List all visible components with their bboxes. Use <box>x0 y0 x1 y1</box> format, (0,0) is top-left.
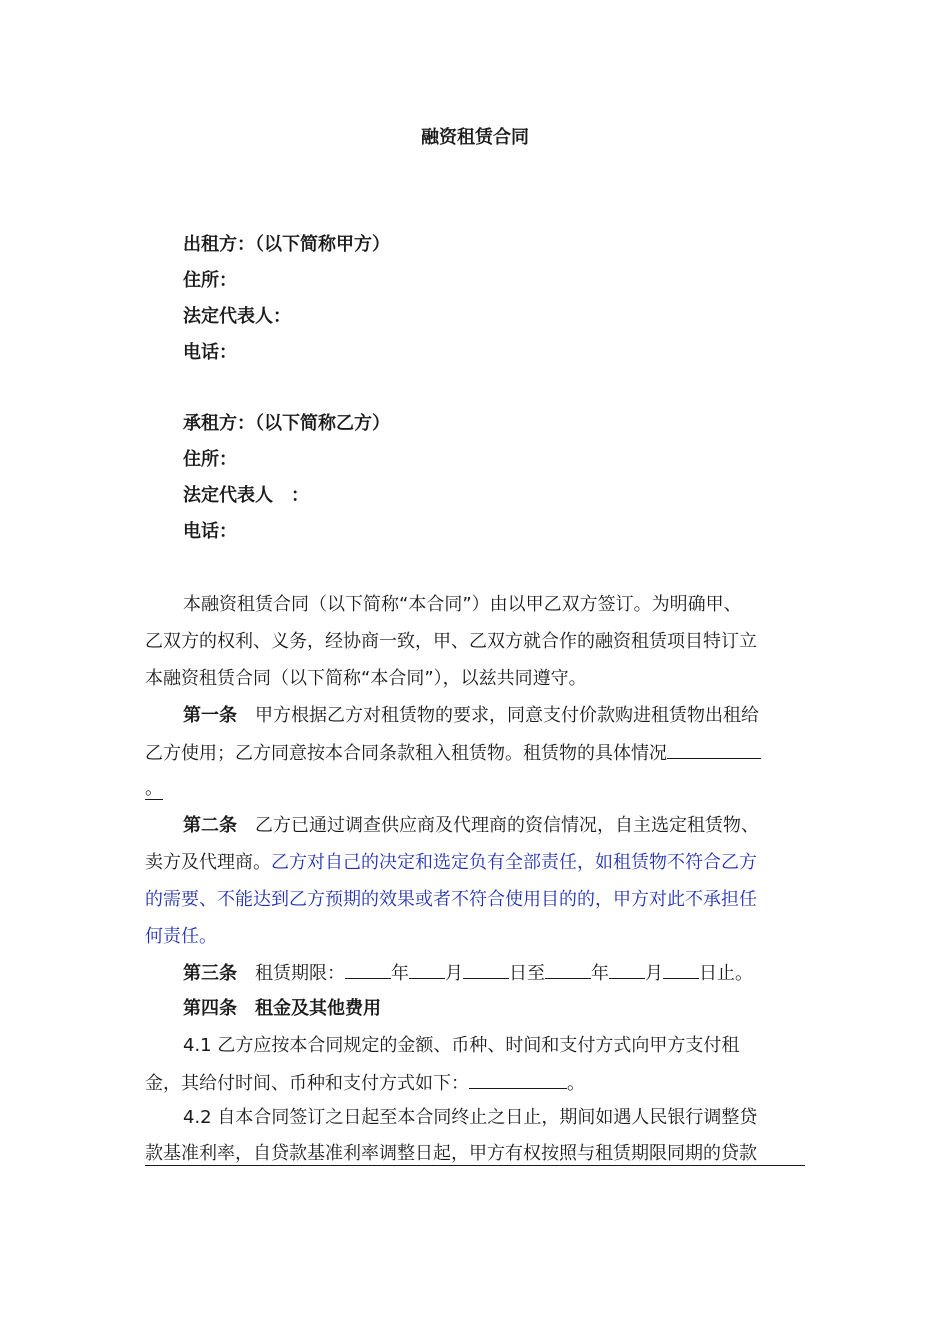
payment-terms-blank <box>469 1070 567 1089</box>
end-day-unit: 日止。 <box>699 963 753 984</box>
end-month-blank <box>609 960 645 979</box>
clause-4-2-line-1: 4.2 自本合同签订之日起至本合同终止之日止，期间如遇人民银行调整贷 <box>183 1107 758 1128</box>
start-year-blank <box>345 960 391 979</box>
clause-4-1-text: 金，其给付时间、币种和支付方式如下： <box>145 1073 469 1094</box>
lessor-phone: 电话： <box>183 342 237 363</box>
clause-4-1-end: 。 <box>567 1073 585 1094</box>
clause-4-1-line-1: 4.1 乙方应按本合同规定的金额、币种、时间和支付方式向甲方支付租 <box>183 1035 740 1056</box>
article-2-line-2 <box>145 850 805 876</box>
article-2-text-2a: 卖方及代理商。 <box>145 852 271 873</box>
article-4-heading: 第四条 <box>183 998 237 1019</box>
intro-line-1: 本融资租赁合同（以下简称“本合同”）由以甲乙双方签订。为明确甲、 <box>183 594 742 615</box>
article-1-line-3 <box>145 776 805 802</box>
end-year-unit: 年 <box>591 963 609 984</box>
article-1-heading: 第一条 <box>183 705 237 726</box>
article-3-heading: 第三条 <box>183 963 237 984</box>
lessee-address: 住所： <box>183 449 237 470</box>
intro-line-2: 乙双方的权利、义务，经协商一致，甲、乙双方就合作的融资租赁项目特订立 <box>145 631 757 652</box>
lessor-address: 住所： <box>183 270 237 291</box>
article-1-end: 。 <box>145 778 163 799</box>
clause-4-2-line-2: 款基准利率，自贷款基准利率调整日起，甲方有权按照与租赁期限同期的贷款 <box>145 1143 757 1164</box>
lessee-label: 承租方：（以下简称乙方） <box>183 413 390 434</box>
article-1-line-2 <box>145 740 805 767</box>
intro-line-3: 本融资租赁合同（以下简称“本合同”），以兹共同遵守。 <box>145 668 587 689</box>
article-2-emphasis-3: 何责任。 <box>145 926 217 947</box>
page-bottom-rule <box>145 1165 805 1166</box>
lease-item-blank <box>667 740 761 759</box>
lessee-representative: 法定代表人 ： <box>183 485 309 506</box>
article-2-text: 乙方已通过调查供应商及代理商的资信情况，自主选定租赁物、 <box>255 815 759 836</box>
article-2-heading: 第二条 <box>183 815 237 836</box>
article-4-heading-line <box>183 996 805 1022</box>
lease-term-label: 租赁期限： <box>255 963 345 984</box>
article-2-emphasis-2: 的需要、不能达到乙方预期的效果或者不符合使用目的的，甲方对此不承担任 <box>145 889 757 910</box>
end-day-blank <box>663 960 699 979</box>
end-month-unit: 月 <box>645 963 663 984</box>
article-1-line-1 <box>183 703 805 729</box>
start-day-unit: 日至 <box>509 963 545 984</box>
lessor-label: 出租方：（以下简称甲方） <box>183 234 390 255</box>
start-year-unit: 年 <box>391 963 409 984</box>
start-day-blank <box>463 960 509 979</box>
article-4-title: 租金及其他费用 <box>255 998 381 1019</box>
end-year-blank <box>545 960 591 979</box>
article-1-text-2: 乙方使用；乙方同意按本合同条款租入租赁物。租赁物的具体情况 <box>145 743 667 764</box>
document-title: 融资租赁合同 <box>421 127 529 148</box>
article-1-text: 甲方根据乙方对租赁物的要求，同意支付价款购进租赁物出租给 <box>255 705 759 726</box>
start-month-unit: 月 <box>445 963 463 984</box>
lessor-representative: 法定代表人： <box>183 306 291 327</box>
article-3-line <box>183 960 805 987</box>
article-2-emphasis-1: 乙方对自己的决定和选定负有全部责任，如租赁物不符合乙方 <box>271 852 757 873</box>
start-month-blank <box>409 960 445 979</box>
lessee-phone: 电话： <box>183 521 237 542</box>
clause-4-1-line-2 <box>145 1070 805 1097</box>
article-2-line-1 <box>183 813 805 839</box>
